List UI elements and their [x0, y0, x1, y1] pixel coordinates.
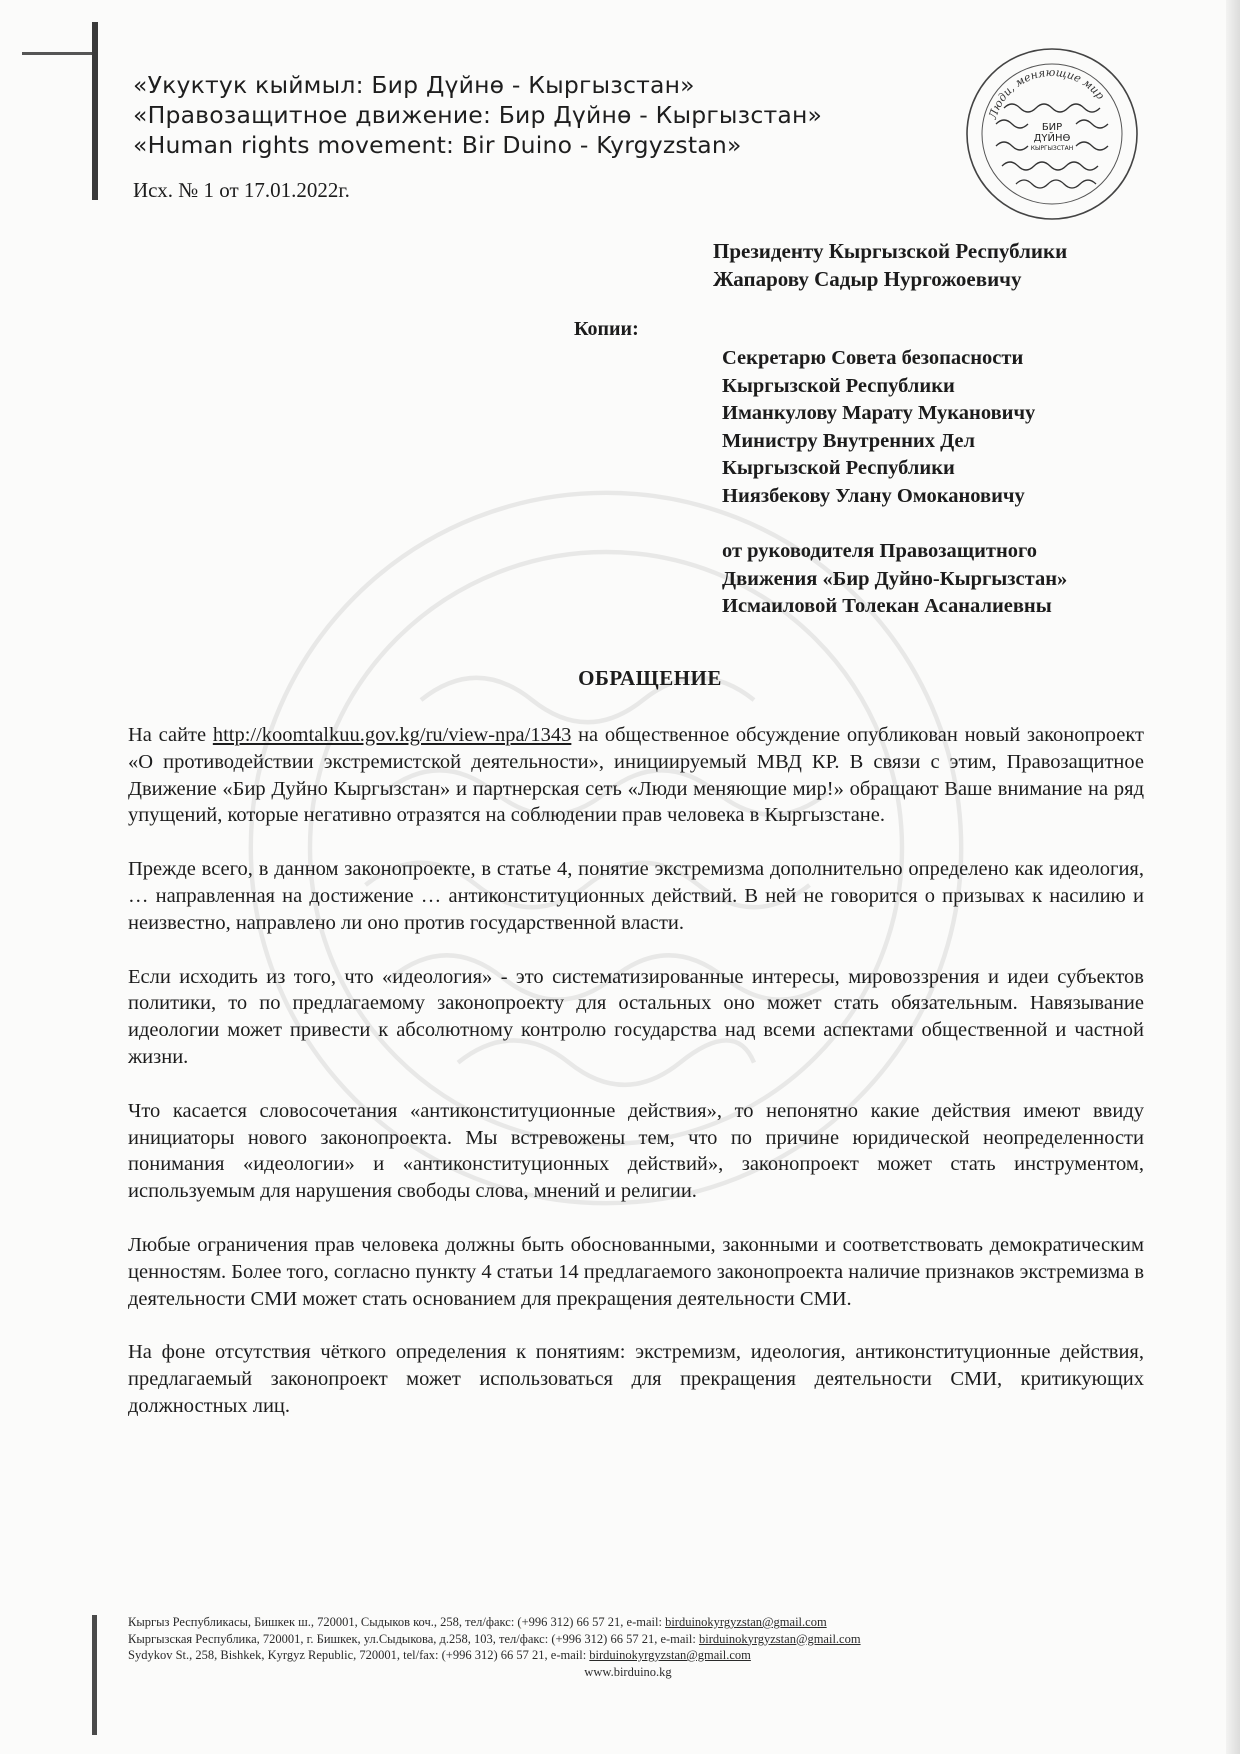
seal-center-line-2: ДҮЙНӨ: [1033, 133, 1071, 144]
paragraph: Что касается словосочетания «антиконституционные действия», то непонятно какие действия имеют ввиду инициаторы нового законопроекта. Мы встревожены тем, что по причине юридической неопределенности понимания «идеологии» и «антиконституционных действий», законопроект может стать инструментом, используемым для нарушения свободы слова, мнений и религии.: [128, 1099, 1144, 1203]
copies-line: Ниязбекову Улану Омокановичу: [722, 484, 1025, 507]
copies-line: Секретарю Совета безопасности: [722, 347, 1024, 369]
scan-artifact-left-edge-bottom: [92, 1615, 97, 1735]
outgoing-number: Исх. № 1 от 17.01.2022г.: [133, 178, 350, 202]
org-name-english: «Human rights movement: Bir Duino - Kyrgyzstan»: [133, 131, 742, 159]
footer-text: Sydykov St., 258, Bishkek, Kyrgyz Republic, 720001, tel/fax: (+996 312) 66 57 21, e-mail:: [128, 1648, 590, 1662]
scan-artifact-left-edge: [92, 22, 98, 200]
paragraph: На фоне отсутствия чёткого определения к понятиям: экстремизм, идеология, антиконституционные действия, предлагаемый законопроект может использоваться для прекращения деятельности СМИ, критикующих должностных лиц.: [128, 1341, 1144, 1417]
copies-line: Иманкулову Марату Мукановичу: [722, 402, 1036, 424]
copies-label: Копии:: [574, 318, 639, 340]
paragraph: Любые ограничения прав человека должны быть обоснованными, законными и соответствовать демократическим ценностям. Более того, согласно пункту 4 статьи 14 предлагаемого законопроекта наличие признаков экстремизма в деятельности СМИ может стать основанием для прекращения деятельности СМИ.: [128, 1233, 1144, 1310]
organization-seal-logo: [964, 46, 1140, 222]
paragraph-text: На сайте: [128, 724, 213, 746]
paragraph: Прежде всего, в данном законопроекте, в статье 4, понятие экстремизма дополнительно определено как идеология, … направленная на достижение … антиконституционных действий. В ней не говорится о призывах к насилию и неизвестно, направлено ли оно против государственной власти.: [128, 858, 1144, 934]
seal-ring-text: Люди, меняющие мир: [986, 65, 1107, 121]
paragraph: [128, 722, 1144, 829]
sender-line: Движения «Бир Дуйно-Кыргызстан»: [722, 567, 1068, 590]
legislation-link[interactable]: http://koomtalkuu.gov.kg/ru/view-npa/1343: [212, 724, 572, 746]
paragraph: Если исходить из того, что «идеология» - это систематизированные интересы, мировоззрения и идеи субъектов политики, то по предлагаемому законопроекту для остальных оно может стать обязательным. Навязывание идеологии может привести к абсолютному контролю государства над всеми аспектами общественной и частной жизни.: [128, 965, 1144, 1068]
copies-line: Кыргызской Республики: [722, 457, 955, 479]
sender-line: Исмаиловой Толекан Асаналиевны: [722, 595, 1052, 617]
footer-address-russian: [128, 1631, 1128, 1648]
copies-line: Министру Внутренних Дел: [722, 429, 976, 452]
document-title: ОБРАЩЕНИЕ: [578, 666, 722, 690]
org-name-russian: «Правозащитное движение: Бир Дүйнө - Кыргызстан»: [133, 101, 823, 129]
paragraph-text: на общественное обсуждение опубликован новый законопроект «О противодействии экстремистской деятельности», инициируемый МВД КР. В связи с этим, Правозащитное Движение «Бир Дуйно Кыргызстан» и партнерская сеть «Люди меняющие мир!» обращают Ваше внимание на ряд упущений, которые негативно отразятся на соблюдении прав человека в Кыргызстане.: [128, 724, 1144, 827]
sender-line: от руководителя Правозащитного: [722, 540, 1038, 562]
sender-block: [722, 538, 1067, 621]
addressee-block: [713, 237, 1067, 293]
seal-center-line-3: КЫРГЫЗСТАН: [1030, 145, 1074, 152]
footer-email-link[interactable]: birduinokyrgyzstan@gmail.com: [698, 1631, 861, 1646]
footer-address-kyrgyz: [128, 1614, 1128, 1631]
footer-text: Кыргыз Республикасы, Бишкек ш., 720001, Сыдыков коч., 258, тел/факс: (+996 312) 66 57 21, e-mail:: [128, 1615, 666, 1629]
footer-text: Кыргызская Республика, 720001, г. Бишкек, ул.Сыдыкова, д.258, 103, тел/факс: (+996 312) 66 57 21, e-mail:: [128, 1631, 699, 1646]
footer-email-link[interactable]: birduinokyrgyzstan@gmail.com: [665, 1615, 827, 1629]
copies-recipients-block: [722, 345, 1035, 510]
scan-artifact-right-shadow: [1226, 0, 1240, 1754]
footer-email-link[interactable]: birduinokyrgyzstan@gmail.com: [589, 1648, 751, 1662]
seal-center-line-1: БИР: [1041, 122, 1063, 133]
footer-website[interactable]: www.birduino.kg: [584, 1664, 672, 1679]
copies-line: Кыргызской Республики: [722, 374, 955, 397]
org-name-kyrgyz: «Укуктук кыймыл: Бир Дүйнө - Кыргызстан»: [133, 71, 695, 99]
addressee-line: Президенту Кыргызской Республики: [713, 239, 1068, 263]
organization-header: [133, 70, 893, 160]
letterhead-footer: [128, 1614, 1128, 1680]
letter-body: [128, 722, 1144, 1447]
scan-artifact-tick: [22, 52, 92, 55]
addressee-line: Жапарову Садыр Нургожоевичу: [713, 267, 1022, 291]
footer-address-english: [128, 1647, 1128, 1664]
